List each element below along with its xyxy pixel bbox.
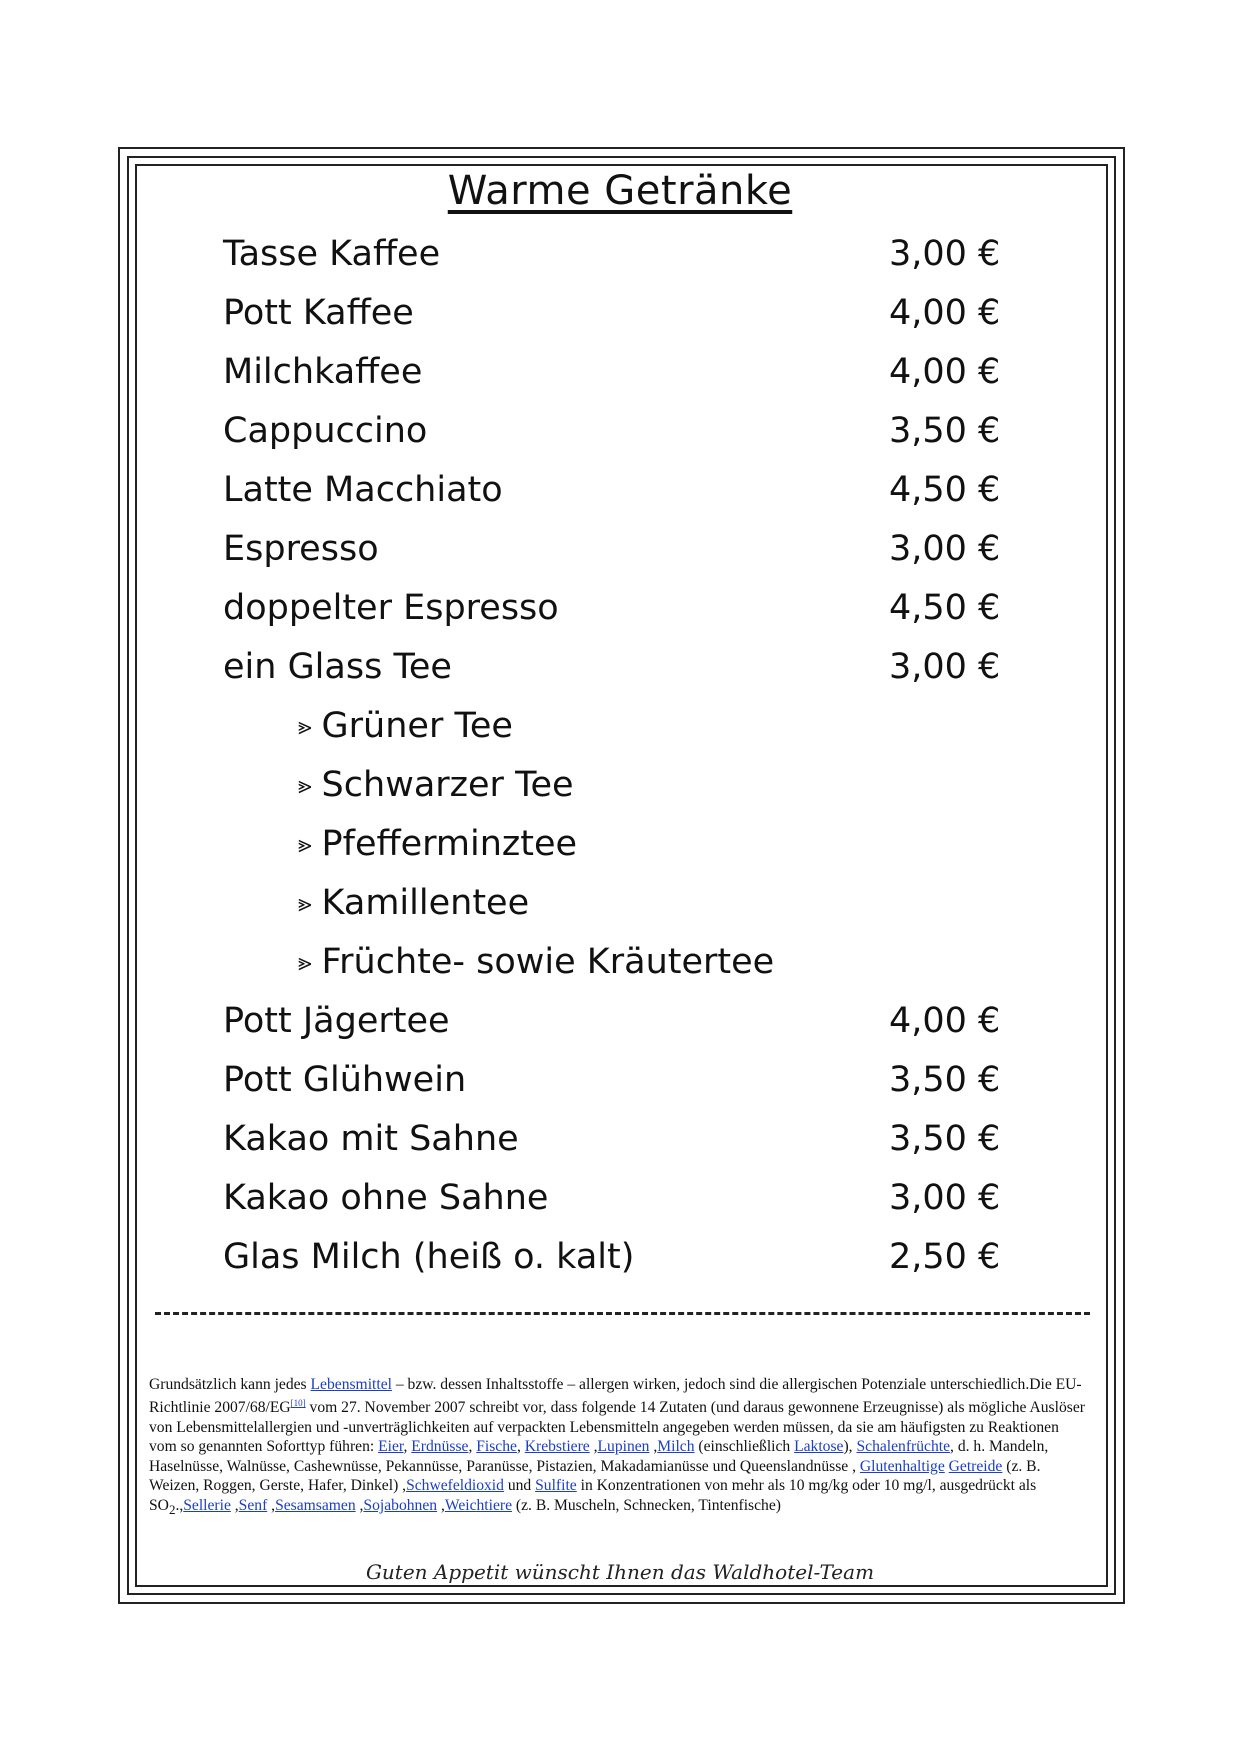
menu-item xyxy=(0,527,1240,586)
menu-item xyxy=(0,1117,1240,1176)
note-text: und xyxy=(503,1477,536,1495)
arrow-bullet-icon: ⪢ xyxy=(298,712,312,740)
link-getreide[interactable]: Getreide xyxy=(948,1457,1003,1475)
item-price: 3,00 € xyxy=(889,647,1001,687)
note-text: , xyxy=(403,1438,412,1456)
note-text: , xyxy=(437,1496,445,1514)
note-text: (einschließlich xyxy=(694,1438,795,1456)
tea-option xyxy=(0,822,1240,881)
item-price: 4,00 € xyxy=(889,293,1001,333)
tea-option xyxy=(0,881,1240,940)
tea-name: Grüner Tee xyxy=(321,706,513,746)
menu-item xyxy=(0,999,1240,1058)
link-senf[interactable]: Senf xyxy=(238,1496,268,1514)
note-text: in Konzentrationen von mehr als 10 mg/kg oder 10 mg/l, ausgedrückt als SO xyxy=(149,1477,1037,1514)
item-price: 4,50 € xyxy=(889,470,1001,510)
link-weichtiere[interactable]: Weichtiere xyxy=(444,1496,513,1514)
drinks-list xyxy=(0,232,1240,1294)
item-price: 4,00 € xyxy=(889,352,1001,392)
note-text: , d. h. Mandeln, Haselnüsse, Walnüsse, Cashewnüsse, Pekannüsse, Paranüsse, Pistazien, Makadamianüsse und Queenslandnüsse , xyxy=(149,1438,1049,1475)
tea-option xyxy=(0,940,1240,999)
item-name: ein Glass Tee xyxy=(223,647,452,687)
item-price: 4,50 € xyxy=(889,588,1001,628)
dashed-divider xyxy=(155,1312,1090,1318)
menu-item xyxy=(0,1058,1240,1117)
menu-item xyxy=(0,468,1240,527)
menu-title: Warme Getränke xyxy=(447,168,793,214)
link-lupinen[interactable]: Lupinen xyxy=(597,1438,650,1456)
item-price: 3,50 € xyxy=(889,411,1001,451)
note-text: , xyxy=(267,1496,276,1514)
allergen-note xyxy=(149,1375,1089,1519)
note-text: , xyxy=(468,1438,477,1456)
menu-item xyxy=(0,350,1240,409)
link-schalenfruechte[interactable]: Schalenfrüchte xyxy=(856,1438,951,1456)
menu-item xyxy=(0,1176,1240,1235)
note-text: , xyxy=(516,1438,525,1456)
note-text: ., xyxy=(175,1496,184,1514)
tea-option xyxy=(0,763,1240,822)
link-sellerie[interactable]: Sellerie xyxy=(183,1496,231,1514)
menu-item xyxy=(0,1235,1240,1294)
link-krebstiere[interactable]: Krebstiere xyxy=(524,1438,590,1456)
link-erdnuesse[interactable]: Erdnüsse xyxy=(411,1438,469,1456)
item-price: 3,00 € xyxy=(889,1178,1001,1218)
link-schwefeldioxid[interactable]: Schwefeldioxid xyxy=(406,1477,504,1495)
menu-item xyxy=(0,645,1240,704)
item-name: Tasse Kaffee xyxy=(223,234,441,274)
item-name: doppelter Espresso xyxy=(223,588,559,628)
item-name: Pott Glühwein xyxy=(223,1060,467,1100)
item-name: Cappuccino xyxy=(223,411,428,451)
note-text: , xyxy=(230,1496,239,1514)
footnote-ref-link[interactable]: [10] xyxy=(290,1398,306,1409)
footer-greeting: Guten Appetit wünscht Ihnen das Waldhotel-Team xyxy=(365,1560,875,1584)
tea-name: Früchte- sowie Kräutertee xyxy=(321,942,775,982)
link-sesamsamen[interactable]: Sesamsamen xyxy=(275,1496,356,1514)
note-text: Grundsätzlich kann jedes xyxy=(149,1376,311,1393)
item-name: Milchkaffee xyxy=(223,352,423,392)
tea-option xyxy=(0,704,1240,763)
note-text: , xyxy=(649,1438,658,1456)
link-eier[interactable]: Eier xyxy=(378,1438,404,1456)
link-lebensmittel[interactable]: Lebensmittel xyxy=(310,1376,392,1393)
item-name: Pott Jägertee xyxy=(223,1001,450,1041)
item-name: Kakao mit Sahne xyxy=(223,1119,519,1159)
tea-name: Pfefferminztee xyxy=(321,824,578,864)
note-text: (z. B. Muscheln, Schnecken, Tintenfische) xyxy=(512,1496,781,1514)
item-name: Kakao ohne Sahne xyxy=(223,1178,549,1218)
menu-item xyxy=(0,291,1240,350)
item-name: Latte Macchiato xyxy=(223,470,503,510)
arrow-bullet-icon: ⪢ xyxy=(298,830,312,858)
item-name: Glas Milch (heiß o. kalt) xyxy=(223,1237,635,1277)
note-text: ), xyxy=(843,1438,857,1456)
note-text: – bzw. dessen Inhaltsstoffe – allergen wirken, jedoch sind die allergischen Potenziale unterschiedlich.Die EU-Richtlinie 2007/68/EG xyxy=(149,1376,1082,1417)
item-price: 3,00 € xyxy=(889,529,1001,569)
link-laktose[interactable]: Laktose xyxy=(794,1438,844,1456)
link-milch[interactable]: Milch xyxy=(657,1438,695,1456)
menu-item xyxy=(0,586,1240,645)
link-fische[interactable]: Fische xyxy=(476,1438,517,1456)
item-price: 3,00 € xyxy=(889,234,1001,274)
item-price: 3,50 € xyxy=(889,1119,1001,1159)
item-price: 2,50 € xyxy=(889,1237,1001,1277)
item-price: 4,00 € xyxy=(889,1001,1001,1041)
note-text: vom 27. November 2007 schreibt vor, dass folgende 14 Zutaten (und daraus gewonnene Erzeugnisse) als mögliche Auslöser von Lebensmittelallergien und -unverträglichkeiten auf verpackten Lebensmitteln angegeben werden müssen, da sie am häufigsten zu Reaktionen vom so genannten Soforttyp führen: xyxy=(149,1399,1085,1456)
note-text: , xyxy=(355,1496,364,1514)
note-text: (z. B. Weizen, Roggen, Gerste, Hafer, Dinkel) , xyxy=(149,1457,1041,1495)
arrow-bullet-icon: ⪢ xyxy=(298,889,312,917)
link-glutenhaltige[interactable]: Glutenhaltige xyxy=(859,1457,945,1475)
item-name: Pott Kaffee xyxy=(223,293,414,333)
link-sojabohnen[interactable]: Sojabohnen xyxy=(363,1496,438,1514)
note-text: , xyxy=(589,1438,598,1456)
item-price: 3,50 € xyxy=(889,1060,1001,1100)
tea-name: Schwarzer Tee xyxy=(321,765,574,805)
tea-name: Kamillentee xyxy=(321,883,530,923)
item-name: Espresso xyxy=(223,529,379,569)
link-sulfite[interactable]: Sulfite xyxy=(535,1477,577,1495)
menu-item xyxy=(0,409,1240,468)
arrow-bullet-icon: ⪢ xyxy=(298,771,312,799)
so2-subscript: 2 xyxy=(168,1501,176,1517)
menu-item xyxy=(0,232,1240,291)
arrow-bullet-icon: ⪢ xyxy=(298,948,312,976)
